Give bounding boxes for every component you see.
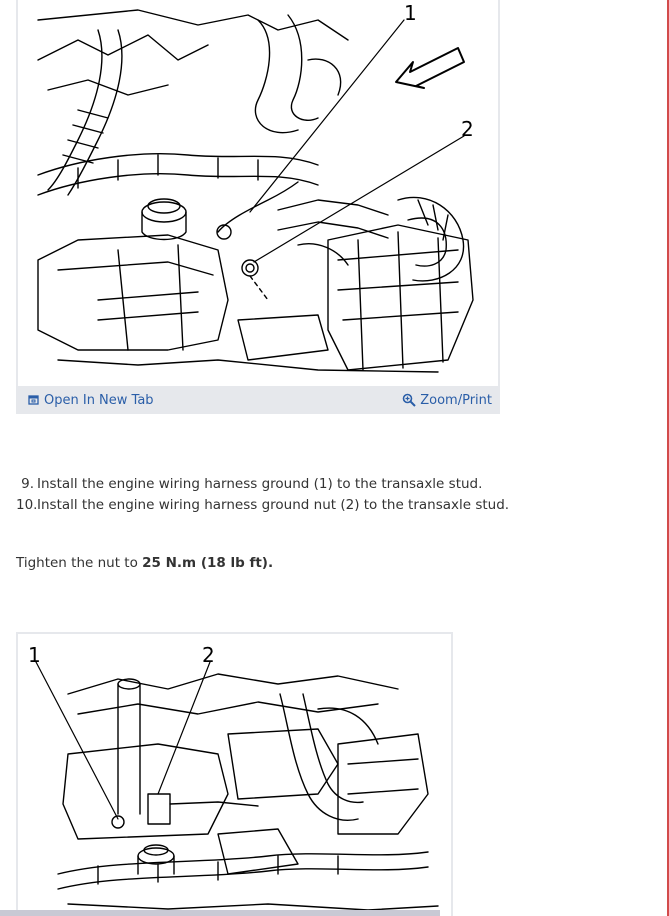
step-number: 10. [16, 497, 38, 513]
step-item [16, 474, 656, 495]
open-tab-icon [28, 394, 40, 406]
zoom-print-label: Zoom/Print [420, 392, 492, 408]
torque-spec [16, 553, 273, 573]
procedure-steps [16, 474, 656, 516]
zoom-print-link[interactable] [402, 391, 492, 409]
figure-card-1 [16, 0, 500, 414]
step-text: Install the engine wiring harness ground (1) to the transaxle stud. [37, 476, 483, 492]
engine-illustration-2 [18, 634, 451, 916]
step-item [16, 495, 656, 516]
step-number: 9. [21, 476, 34, 492]
open-in-new-tab-label: Open In New Tab [44, 392, 154, 408]
torque-value: 25 N.m (18 lb ft). [142, 555, 274, 571]
torque-prefix: Tighten the nut to [16, 555, 143, 571]
callout-1-figure-1: 1 [404, 1, 417, 25]
step-text: Install the engine wiring harness ground nut (2) to the transaxle stud. [37, 497, 510, 513]
engine-illustration-1 [18, 0, 498, 386]
callout-2-figure-2: 2 [202, 643, 215, 667]
figure-toolbar [16, 386, 500, 414]
zoom-icon [402, 393, 416, 407]
callout-1-figure-2: 1 [28, 643, 41, 667]
open-in-new-tab-link[interactable] [28, 391, 154, 409]
horizontal-scrollbar[interactable] [0, 910, 440, 916]
figure-card-2 [16, 632, 453, 916]
engine-drawing-1 [18, 0, 498, 386]
engine-drawing-2 [18, 634, 451, 916]
callout-2-figure-1: 2 [461, 117, 474, 141]
